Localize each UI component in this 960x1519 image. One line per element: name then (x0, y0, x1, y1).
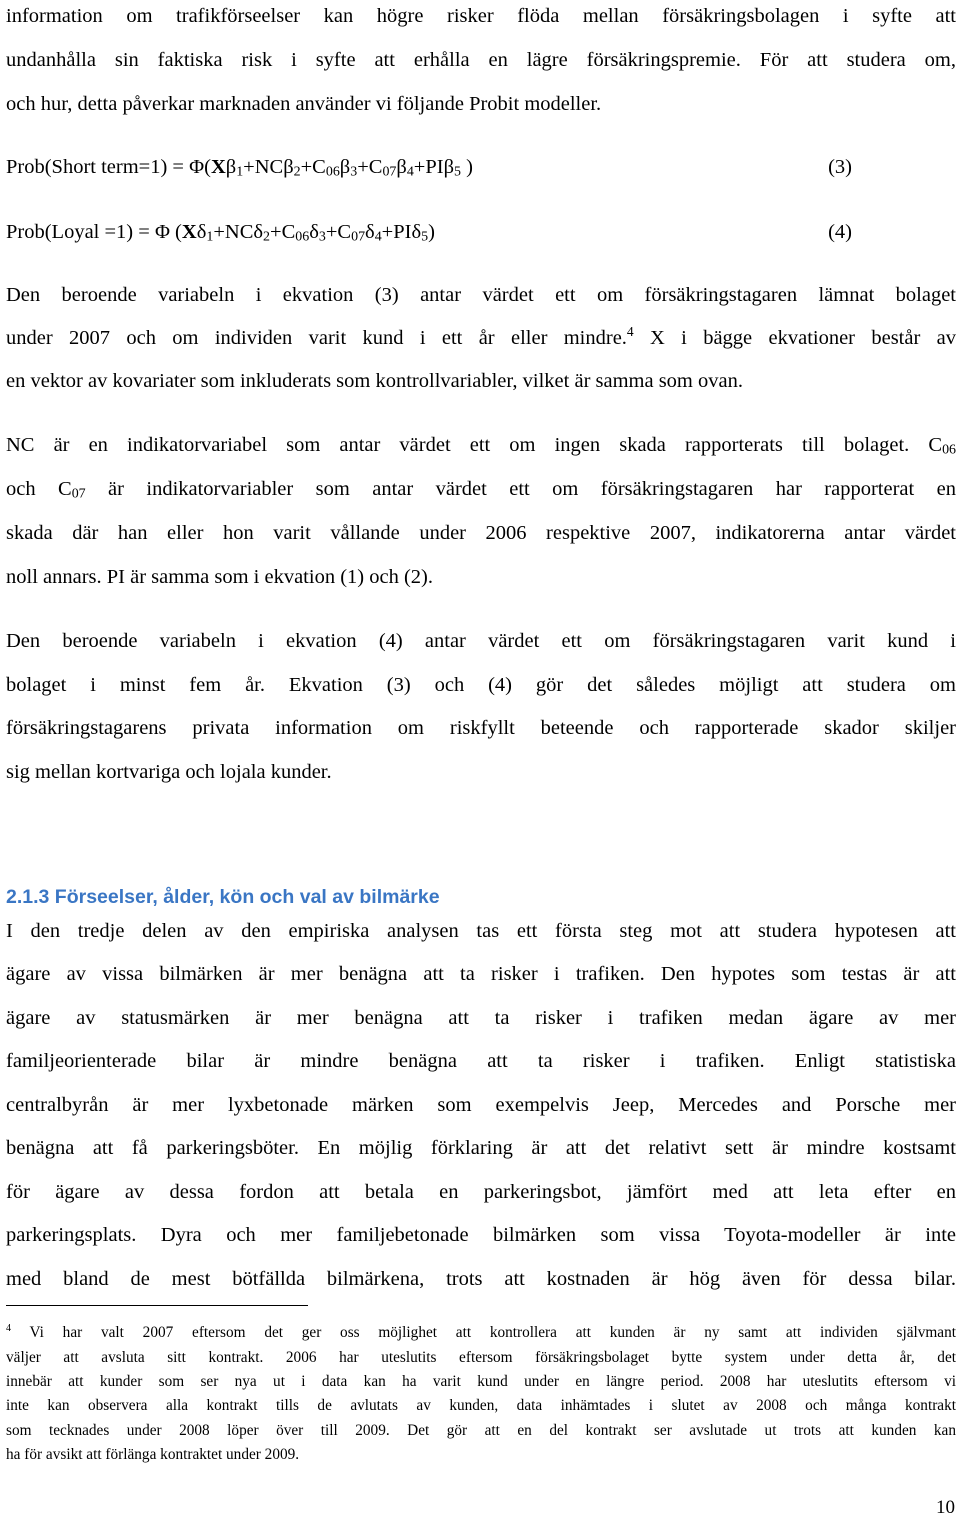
equation-3 (6, 157, 956, 178)
text-line: NC är en indikatorvariabel som antar värdet ett om ingen skada rapporterats till bolaget. $C_{06}$ (6, 434, 956, 458)
text-line: centralbyrån är mer lyxbetonade märken som exempelvis Jeep, Mercedes and Porsche mer (6, 1094, 956, 1116)
text-line: I den tredje delen av den empiriska analysen tas ett första steg mot att studera hypotesen att (6, 920, 956, 942)
text-line: försäkringstagarens privata information om riskfyllt beteende och rapporterade skador skiljer (6, 717, 956, 739)
section-heading: 2.1.3 Förseelser, ålder, kön och val av bilmärke (6, 886, 440, 908)
equation-4 (6, 222, 956, 243)
text-line: noll annars. PI är samma som i ekvation (1) och (2). (6, 566, 433, 588)
text-line: och hur, detta påverkar marknaden använder vi följande Probit modeller. (6, 93, 602, 115)
equation-4-text: Prob(Loyal =1) = Φ $(X\delta_1+NC\delta_2+C_{06}\delta_3+C_{07}\delta_4+PI\delta_5)$ (6, 221, 435, 245)
equation-number: (4) (828, 221, 852, 243)
footnote-ref: 4 (626, 323, 634, 339)
footnote-separator (6, 1305, 308, 1306)
footnote-line: väljer att avsluta sitt kontrakt. 2006 har uteslutits eftersom försäkringsbolaget bytte system under detta år, det (6, 1349, 956, 1366)
text-line: information om trafikförseelser kan högre risker flöda mellan försäkringsbolagen i syfte att (6, 5, 956, 27)
text-line: under 2007 och om individen varit kund i ett år eller mindre.$^4$ X i bägge ekvationer består av (6, 323, 956, 349)
footnote-marker: 4 (6, 1322, 12, 1334)
text-line: undanhålla sin faktiska risk i syfte att erhålla en lägre försäkringspremie. För att studera om, (6, 49, 956, 71)
text-line: Den beroende variabeln i ekvation (3) antar värdet ett om försäkringstagaren lämnat bolaget (6, 284, 956, 306)
text-line: skada där han eller hon varit vållande under 2006 respektive 2007, indikatorerna antar värdet (6, 522, 956, 544)
text-line: Den beroende variabeln i ekvation (4) antar värdet ett om försäkringstagaren varit kund i (6, 630, 956, 652)
text-line: för ägare av dessa fordon att betala en parkeringsbot, jämfört med att leta efter en (6, 1181, 956, 1203)
text-line: parkeringsplats. Dyra och mer familjebetonade bilmärken som vissa Toyota-modeller är inte (6, 1224, 956, 1246)
page-number: 10 (936, 1497, 955, 1518)
text-line: och $C_{07}$ är indikatorvariabler som antar värdet ett om försäkringstagaren har rapporterat en (6, 478, 956, 502)
footnote-line: inte kan observera alla kontrakt tills de avlutats av kunden, data inhämtades i slutet av 2008 och många kontrakt (6, 1397, 956, 1414)
equation-number: (3) (828, 156, 852, 178)
text-line: familjeorienterade bilar är mindre benägna att ta risker i trafiken. Enligt statistiska (6, 1050, 956, 1072)
equation-3-text: Prob(Short term=1) = $\Phi(X\beta_1+NC\beta_2+C_{06}\beta_3+C_{07}\beta_4+PI\beta_5$ ) (6, 156, 473, 180)
footnote-line: innebär att kunder som ser nya ut i data kan ha varit kund under en längre period. 2008 har uteslutits eftersom vi (6, 1373, 956, 1390)
footnote-line: som tecknades under 2008 löper över till 2009. Det gör att en del kontrakt ser avslutade ut trots att kunden kan (6, 1422, 956, 1439)
text-line: med bland de mest bötfällda bilmärkena, trots att kostnaden är hög även för dessa bilar. (6, 1268, 956, 1290)
text-line: benägna att få parkeringsböter. En möjlig förklaring är att det relativt sett är mindre kostsamt (6, 1137, 956, 1159)
text-line: ägare av statusmärken är mer benägna att ta risker i trafiken medan ägare av mer (6, 1007, 956, 1029)
text-line: en vektor av kovariater som inkluderats som kontrollvariabler, vilket är samma som ovan. (6, 370, 743, 392)
text-line: bolaget i minst fem år. Ekvation (3) och (4) gör det således möjligt att studera om (6, 674, 956, 696)
footnote-line: $^4$ Vi har valt 2007 eftersom det ger oss möjlighet att kontrollera att kunden är ny samt att individen självmant (6, 1322, 956, 1341)
text-line: sig mellan kortvariga och lojala kunder. (6, 761, 332, 783)
footnote-line: ha för avsikt att förlänga kontraktet under 2009. (6, 1446, 300, 1463)
text-line: ägare av vissa bilmärken är mer benägna att ta risker i trafiken. Den hypotes som testas är att (6, 963, 956, 985)
